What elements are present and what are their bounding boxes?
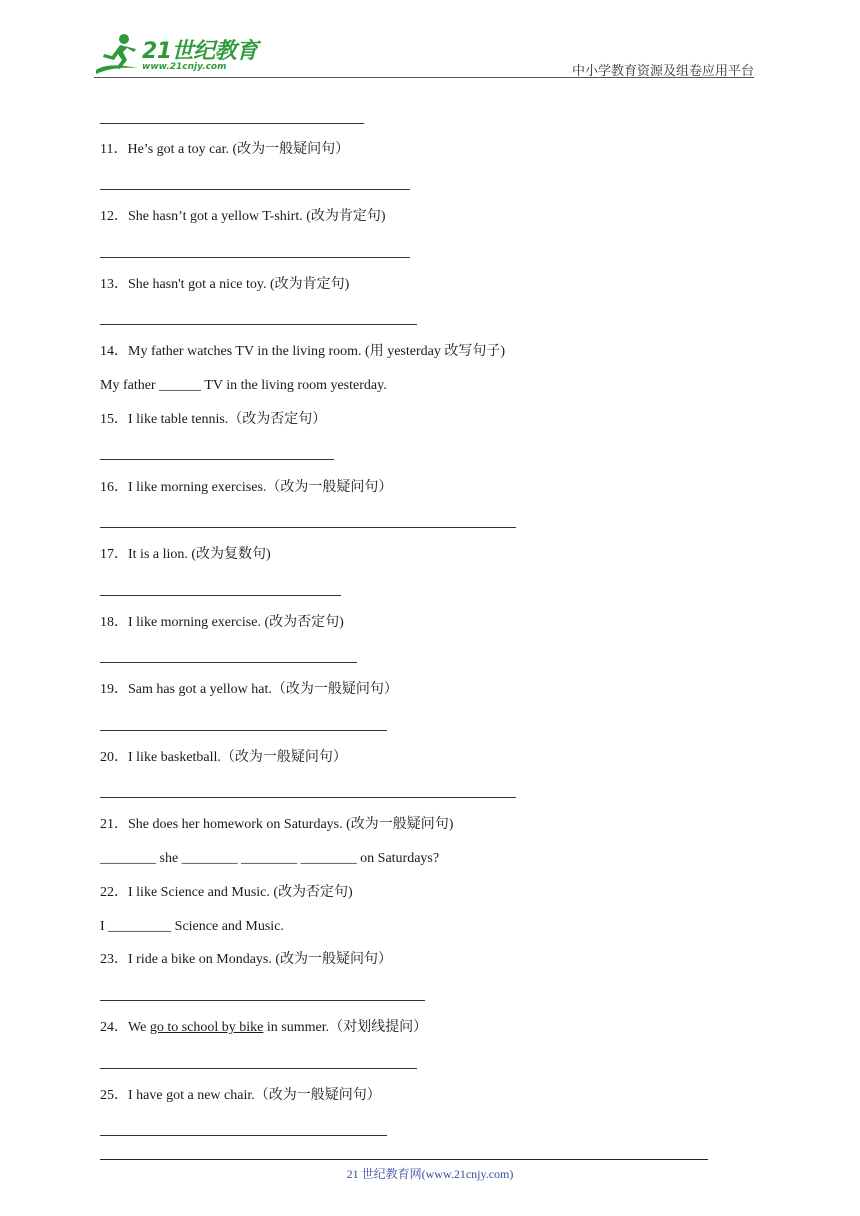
answer-line-19[interactable] [100, 730, 387, 731]
question-14: 14．My father watches TV in the living room. (用 yesterday 改写句子) [100, 344, 506, 359]
logo-text: 21世纪教育 [142, 39, 258, 64]
answer-line-11[interactable] [100, 189, 410, 190]
site-logo [94, 32, 264, 78]
footer-text: 21 世纪教育网(www.21cnjy.com) [346, 1167, 514, 1181]
question-text: I have got a new chair.（改为一般疑问句） [128, 1088, 381, 1103]
question-number: 24 [100, 1020, 114, 1035]
footer-divider [100, 1159, 708, 1160]
answer-line-23[interactable] [100, 1000, 425, 1001]
underlined-phrase: go to school by bike [149, 1020, 264, 1035]
answer-line-13[interactable] [100, 324, 417, 325]
question-11: 11．He’s got a toy car. (改为一般疑问句） [100, 142, 350, 157]
answer-line-20[interactable] [100, 797, 516, 798]
answer-line-10[interactable] [100, 123, 364, 124]
question-number: 22 [100, 885, 114, 900]
logo-url: www.21cnjy.com [142, 62, 227, 72]
question-number: 17 [100, 547, 114, 562]
platform-title: 中小学教育资源及组卷应用平台 [571, 64, 754, 79]
question-number: 20 [100, 750, 114, 765]
question-19: 19．Sam has got a yellow hat.（改为一般疑问句） [100, 682, 398, 697]
question-text-before: We [128, 1020, 150, 1035]
question-25: 25．I have got a new chair.（改为一般疑问句） [100, 1088, 381, 1103]
question-text: I like basketball.（改为一般疑问句） [128, 750, 347, 765]
question-17: 17．It is a lion. (改为复数句) [100, 547, 271, 562]
answer-line-25[interactable] [100, 1135, 387, 1136]
question-number: 11 [100, 142, 114, 157]
question-text: She does her homework on Saturdays. (改为一般疑问句) [128, 817, 454, 832]
question-number: 12 [100, 209, 114, 224]
answer-sentence-21[interactable]: ________ she ________ ________ ________ on Saturdays? [100, 851, 440, 866]
answer-line-15[interactable] [100, 459, 334, 460]
answer-line-17[interactable] [100, 595, 341, 596]
runner-logo-icon [94, 32, 140, 76]
question-text: My father watches TV in the living room. (用 yesterday 改写句子) [128, 344, 506, 359]
question-12: 12．She hasn’t got a yellow T-shirt. (改为肯定句) [100, 209, 386, 224]
question-text: Sam has got a yellow hat.（改为一般疑问句） [128, 682, 398, 697]
question-text: He’s got a toy car. (改为一般疑问句） [127, 142, 350, 157]
question-23: 23．I ride a bike on Mondays. (改为一般疑问句） [100, 952, 393, 967]
question-text: She hasn’t got a yellow T-shirt. (改为肯定句) [128, 209, 386, 224]
question-text-after: in summer.（对划线提问） [263, 1020, 428, 1035]
question-number: 25 [100, 1088, 114, 1103]
question-text: I ride a bike on Mondays. (改为一般疑问句） [128, 952, 393, 967]
question-number: 18 [100, 615, 114, 630]
question-text: It is a lion. (改为复数句) [128, 547, 271, 562]
question-text: I like Science and Music. (改为否定句) [128, 885, 353, 900]
question-text: I like table tennis.（改为否定句） [128, 412, 327, 427]
answer-sentence-14[interactable]: My father ______ TV in the living room yesterday. [100, 378, 387, 393]
question-13: 13．She hasn't got a nice toy. (改为肯定句) [100, 277, 350, 292]
question-16: 16．I like morning exercises.（改为一般疑问句） [100, 480, 393, 495]
question-number: 21 [100, 817, 114, 832]
question-18: 18．I like morning exercise. (改为否定句) [100, 615, 344, 630]
question-text: I like morning exercise. (改为否定句) [128, 615, 344, 630]
question-21: 21．She does her homework on Saturdays. (改为一般疑问句) [100, 817, 454, 832]
question-15: 15．I like table tennis.（改为否定句） [100, 412, 327, 427]
question-24: 24．We go to school by bike in summer.（对划线提问） [100, 1020, 428, 1035]
answer-line-16[interactable] [100, 527, 516, 528]
question-number: 23 [100, 952, 114, 967]
page-header [0, 0, 860, 80]
question-20: 20．I like basketball.（改为一般疑问句） [100, 750, 347, 765]
question-number: 16 [100, 480, 114, 495]
question-text: I like morning exercises.（改为一般疑问句） [128, 480, 393, 495]
answer-line-18[interactable] [100, 662, 357, 663]
header-divider [94, 77, 754, 78]
question-number: 19 [100, 682, 114, 697]
question-22: 22．I like Science and Music. (改为否定句) [100, 885, 353, 900]
question-number: 13 [100, 277, 114, 292]
question-number: 14 [100, 344, 114, 359]
question-text: She hasn't got a nice toy. (改为肯定句) [128, 277, 350, 292]
answer-line-24[interactable] [100, 1068, 417, 1069]
question-number: 15 [100, 412, 114, 427]
answer-sentence-22[interactable]: I _________ Science and Music. [100, 919, 284, 934]
answer-line-12[interactable] [100, 257, 410, 258]
